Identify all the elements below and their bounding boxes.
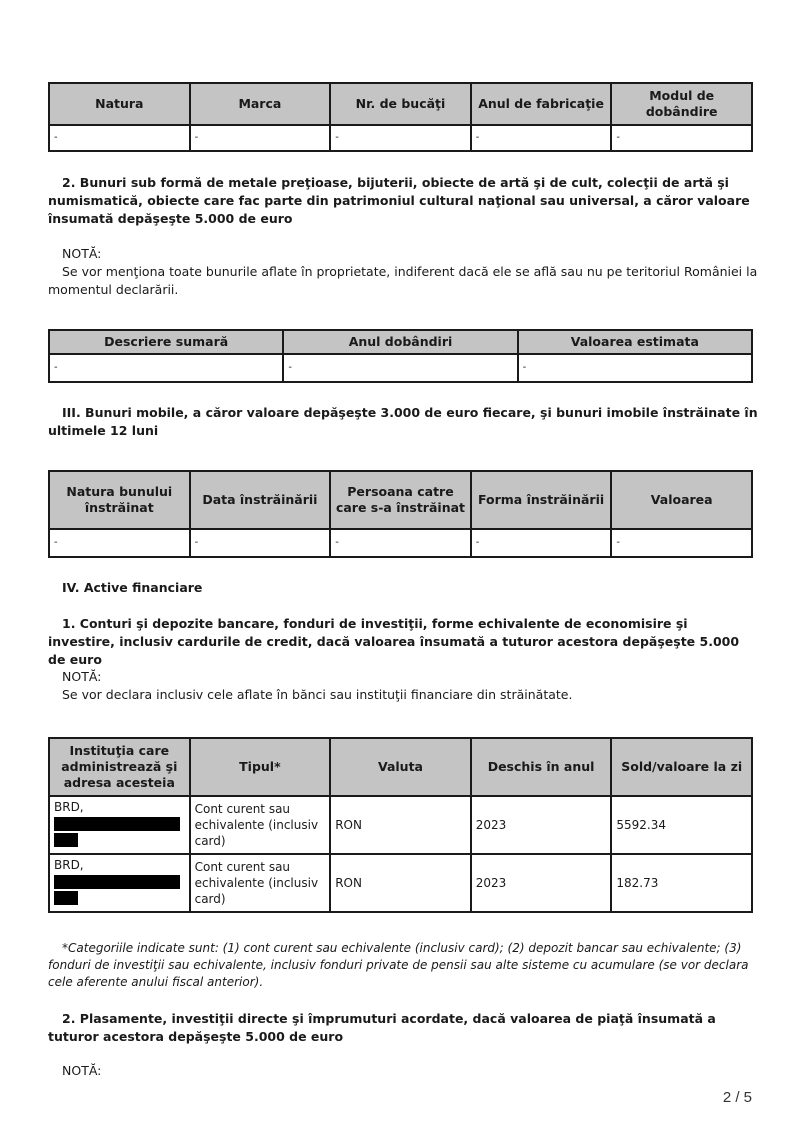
table-cell: - <box>611 529 752 557</box>
section-heading: 2. Bunuri sub formă de metale preţioase, bijuterii, obiecte de artă şi de cult, colecţii de artă şi numismatică, obiecte care fac parte din patrimoniul cultural naţional sau universal, a căror valoare însumată depăşeşte 5.000 de euro <box>48 175 750 226</box>
section-heading: IV. Active financiare <box>62 580 203 595</box>
column-header: Tipul* <box>190 738 331 796</box>
column-header: Descriere sumară <box>49 330 283 354</box>
bank-accounts-table <box>48 737 753 913</box>
table-cell: - <box>49 125 190 151</box>
currency-cell: RON <box>330 796 471 854</box>
column-header: Instituţia care administrează şi adresa acesteia <box>49 738 190 796</box>
table-cell: - <box>49 354 283 382</box>
column-header: Valoarea <box>611 471 752 529</box>
column-header: Natura bunului înstrăinat <box>49 471 190 529</box>
column-header: Deschis în anul <box>471 738 612 796</box>
table-cell: - <box>611 125 752 151</box>
redacted-address <box>54 891 78 905</box>
section-heading: 2. Plasamente, investiţii directe şi împrumuturi acordate, dacă valoarea de piaţă însumată a tuturor acestora depăşeşte 5.000 de euro <box>48 1011 716 1044</box>
table-row <box>49 354 752 382</box>
vehicles-table <box>48 82 753 152</box>
table-header-row <box>49 83 752 125</box>
note-label: NOTĂ: <box>62 246 102 261</box>
column-header: Modul de dobândire <box>611 83 752 125</box>
institution-cell <box>49 796 190 854</box>
column-header: Data înstrăinării <box>190 471 331 529</box>
column-header: Nr. de bucăţi <box>330 83 471 125</box>
note-label: NOTĂ: <box>62 1063 102 1078</box>
footnote: *Categoriile indicate sunt: (1) cont curent sau echivalente (inclusiv card); (2) depozit bancar sau echivalente; (3) fonduri de investiţii sau echivalente, inclusiv fonduri private de pensii sau alte sisteme cu acumulare (se vor declara cele aferente anului fiscal anterior). <box>48 941 749 989</box>
note-label: NOTĂ: <box>62 669 102 684</box>
column-header: Persoana catre care s-a înstrăinat <box>330 471 471 529</box>
table-row <box>49 529 752 557</box>
table-cell: - <box>49 529 190 557</box>
redacted-address <box>54 833 78 847</box>
column-header: Natura <box>49 83 190 125</box>
column-header: Sold/valoare la zi <box>611 738 752 796</box>
table-cell: - <box>518 354 752 382</box>
table-header-row <box>49 471 752 529</box>
table-cell: - <box>283 354 517 382</box>
currency-cell: RON <box>330 854 471 912</box>
alienated-assets-table <box>48 470 753 558</box>
balance-cell: 182.73 <box>611 854 752 912</box>
page-indicator: 2 / 5 <box>722 1089 752 1106</box>
column-header: Valoarea estimata <box>518 330 752 354</box>
section-heading: III. Bunuri mobile, a căror valoare depăşeşte 3.000 de euro fiecare, şi bunuri imobile înstrăinate în ultimele 12 luni <box>48 405 758 438</box>
table-row <box>49 854 752 912</box>
column-header: Marca <box>190 83 331 125</box>
institution-name: BRD, <box>54 858 84 872</box>
column-header: Anul dobândiri <box>283 330 517 354</box>
table-row <box>49 796 752 854</box>
account-type-cell: Cont curent sau echivalente (inclusiv card) <box>190 854 331 912</box>
table-cell: - <box>471 125 612 151</box>
note-text: Se vor declara inclusiv cele aflate în bănci sau instituţii financiare din străinătate. <box>62 687 573 702</box>
account-type-cell: Cont curent sau echivalente (inclusiv card) <box>190 796 331 854</box>
table-cell: - <box>471 529 612 557</box>
year-opened-cell: 2023 <box>471 796 612 854</box>
institution-cell <box>49 854 190 912</box>
valuables-table <box>48 329 753 383</box>
table-cell: - <box>330 125 471 151</box>
redacted-address <box>54 875 180 889</box>
table-header-row <box>49 738 752 796</box>
table-cell: - <box>190 529 331 557</box>
column-header: Valuta <box>330 738 471 796</box>
table-cell: - <box>330 529 471 557</box>
balance-cell: 5592.34 <box>611 796 752 854</box>
column-header: Forma înstrăinării <box>471 471 612 529</box>
column-header: Anul de fabricaţie <box>471 83 612 125</box>
redacted-address <box>54 817 180 831</box>
table-row <box>49 125 752 151</box>
institution-name: BRD, <box>54 800 84 814</box>
table-header-row <box>49 330 752 354</box>
table-cell: - <box>190 125 331 151</box>
note-text: Se vor menţiona toate bunurile aflate în proprietate, indiferent dacă ele se află sau nu pe teritoriul României la momentul declarării. <box>48 264 758 297</box>
section-heading: 1. Conturi şi depozite bancare, fonduri de investiţii, forme echivalente de economisire şi investire, inclusiv cardurile de credit, dacă valoarea însumată a tuturor acestora depăşeşte 5.000 de euro <box>48 616 740 667</box>
year-opened-cell: 2023 <box>471 854 612 912</box>
